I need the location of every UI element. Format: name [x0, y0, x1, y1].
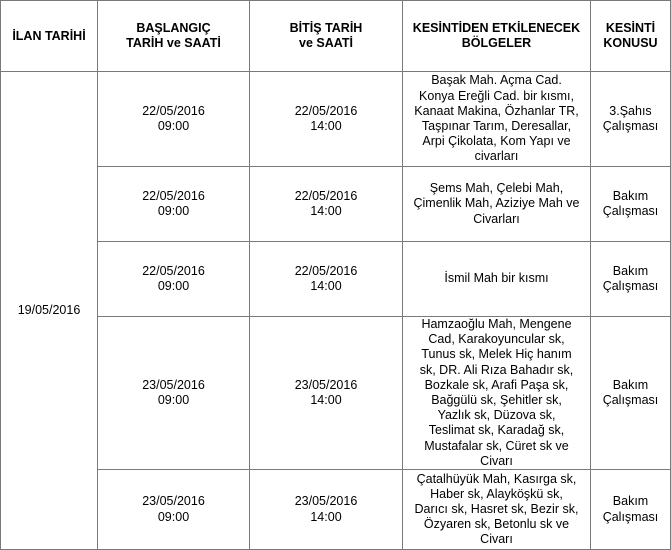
outage-reason-cell: Bakım Çalışması: [591, 470, 671, 550]
region-line: Civarı: [480, 453, 513, 468]
outage-reason-cell: Bakım Çalışması: [591, 167, 671, 242]
header-end: [250, 1, 403, 72]
header-reason-line2: KONUSU: [603, 36, 658, 50]
end-time: 14:00: [310, 204, 342, 218]
end-date: 23/05/2016: [294, 377, 358, 392]
start-date: 22/05/2016: [142, 188, 205, 203]
start-datetime-cell: [98, 72, 250, 167]
header-end-line1: BİTİŞ TARİH: [289, 21, 363, 35]
region-line: Civarları: [473, 211, 520, 226]
start-time: 09:00: [157, 204, 190, 218]
region-line: Konya Ereğli Cad. bir kısmı,: [419, 88, 574, 103]
start-time: 09:00: [157, 393, 190, 408]
start-datetime-cell: [98, 317, 250, 470]
region-line: Hamzaoğlu Mah, Mengene: [421, 317, 572, 331]
table-row: [1, 470, 671, 550]
header-start: [98, 1, 250, 72]
start-datetime-cell: [98, 167, 250, 242]
region-line: Çimenlik Mah, Aziziye Mah ve: [413, 196, 580, 211]
region-line: Başak Mah. Açma Cad.: [431, 73, 562, 88]
region-line: civarları: [474, 149, 519, 164]
end-datetime-cell: [250, 242, 403, 317]
end-date: 22/05/2016: [294, 103, 358, 118]
end-time: 14:00: [310, 119, 342, 133]
region-line: Çatalhüyük Mah, Kasırga sk,: [416, 471, 577, 486]
end-datetime-cell: [250, 470, 403, 550]
end-date: 22/05/2016: [294, 188, 358, 203]
region-line: İsmil Mah bir kısmı: [444, 271, 549, 286]
end-datetime-cell: [250, 167, 403, 242]
affected-regions-cell: [403, 242, 591, 317]
header-row: [1, 1, 671, 72]
start-datetime-cell: [98, 242, 250, 317]
affected-regions-cell: [403, 167, 591, 242]
affected-regions-cell: [403, 470, 591, 550]
table-row: [1, 317, 671, 470]
header-announcement-date: [1, 1, 98, 72]
end-date: 22/05/2016: [294, 263, 358, 278]
region-line: Haber sk, Alayköşkü sk,: [430, 486, 563, 501]
region-line: Tunus sk, Melek Hiç hanım: [421, 347, 572, 362]
region-line: Cad, Karakoyuncular sk,: [428, 332, 565, 347]
end-datetime-cell: [250, 72, 403, 167]
region-line: Yazlık sk, Düzova sk,: [437, 408, 556, 423]
end-time: 14:00: [310, 509, 342, 524]
start-time: 09:00: [157, 509, 190, 524]
header-regions-line2: BÖLGELER: [461, 36, 532, 50]
start-date: 22/05/2016: [142, 263, 205, 278]
start-date: 23/05/2016: [142, 377, 205, 392]
region-line: Bağgülü sk, Şehitler sk,: [431, 393, 562, 408]
region-line: Teslimat sk, Karadağ sk,: [428, 423, 565, 438]
header-start-line1: BAŞLANGIÇ: [136, 21, 211, 35]
end-datetime-cell: [250, 317, 403, 470]
table-row: [1, 167, 671, 242]
header-end-line2: ve SAATİ: [299, 36, 353, 50]
region-line: Özyaren sk, Betonlu sk ve: [423, 517, 570, 532]
region-line: sk, DR. Ali Rıza Bahadır sk,: [419, 362, 574, 377]
outage-reason-cell: Bakım Çalışması: [591, 242, 671, 317]
start-time: 09:00: [157, 119, 190, 133]
end-time: 14:00: [310, 393, 342, 408]
start-date: 23/05/2016: [142, 494, 205, 509]
region-line: Darıcı sk, Hasret sk, Bezir sk,: [414, 501, 579, 516]
region-line: Taşpınar Tarım, Deresallar,: [421, 119, 572, 133]
end-date: 23/05/2016: [294, 494, 358, 509]
header-regions: [403, 1, 591, 72]
outage-reason-cell: Bakım Çalışması: [591, 317, 671, 470]
table-row: [1, 72, 671, 167]
end-time: 14:00: [310, 279, 342, 293]
header-reason: [591, 1, 671, 72]
header-regions-line1: KESİNTİDEN ETKİLENECEK: [412, 21, 581, 35]
table-body: [1, 72, 671, 550]
region-line: Civarı: [480, 532, 513, 547]
start-date: 22/05/2016: [142, 103, 205, 118]
region-line: Mustafalar sk, Cüret sk ve: [424, 438, 569, 453]
start-time: 09:00: [157, 279, 190, 293]
header-start-line2: TARİH ve SAATİ: [126, 36, 221, 50]
affected-regions-cell: [403, 317, 591, 470]
header-announcement-date-label: İLAN TARİHİ: [12, 28, 86, 43]
table-row: [1, 242, 671, 317]
announcement-date-cell: 19/05/2016: [1, 72, 98, 550]
region-line: Kanaat Makina, Özhanlar TR,: [414, 103, 579, 118]
region-line: Bozkale sk, Arafi Paşa sk,: [424, 377, 569, 392]
region-line: Şems Mah, Çelebi Mah,: [429, 181, 564, 196]
outage-reason-cell: 3.Şahıs Çalışması: [591, 72, 671, 167]
region-line: Arpi Çikolata, Kom Yapı ve: [422, 134, 571, 149]
affected-regions-cell: [403, 72, 591, 167]
start-datetime-cell: [98, 470, 250, 550]
header-reason-line1: KESİNTİ: [605, 21, 656, 35]
